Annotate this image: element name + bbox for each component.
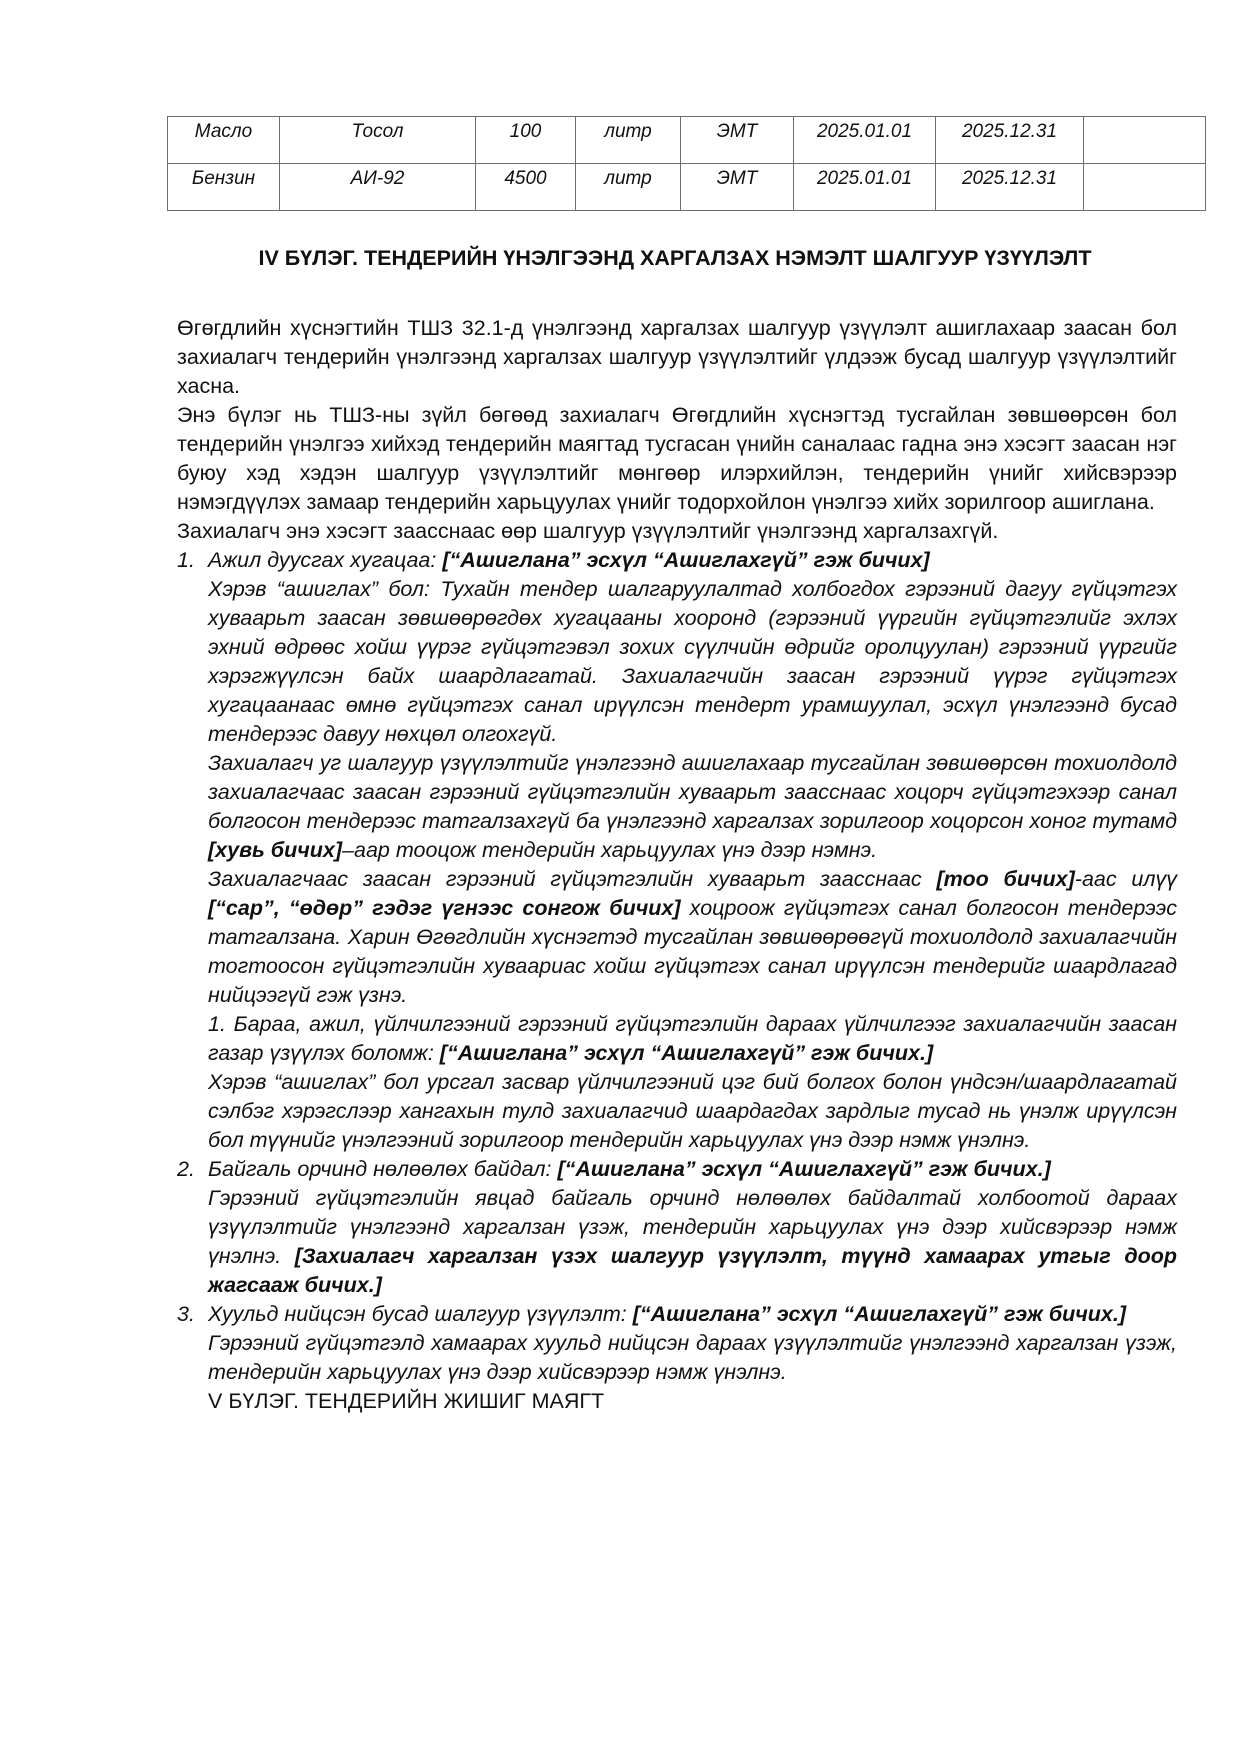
item-number: 1.	[177, 548, 195, 572]
intro-paragraph: Өгөгдлийн хүснэгтийн ТШЗ 32.1-д үнэлгээнд харгалзах шалгуур үзүүлэлт ашиглахаар заасан бол захиалагч тендерийн үнэлгээнд харгалзах шалгуур үзүүлэлтийг үлдээж бусад шалгуур үзүүлэлтийг хасна.	[177, 316, 1177, 398]
cell-unit: литр	[576, 117, 681, 164]
cell-empty	[1084, 117, 1206, 164]
item-paragraph: Гэрээний гүйцэтгэлийн явцад байгаль орчинд нөлөөлөх байдалтай холбоотой дараах үзүүлэлтийг үнэлгээнд харгалзан үзэж, тендерийн харьцуулах үнэ дээр хийсвэрээр нэмж үнэлнэ. [Захиалагч харгалзан үзэх шалгуур үзүүлэлт, түүнд хамаарах утгыг доор жагсааж бичих.]	[208, 1186, 1178, 1297]
item-title: Байгаль орчинд нөлөөлөх байдал:	[208, 1157, 558, 1181]
cell-start-date: 2025.01.01	[794, 117, 936, 164]
item-paragraph: Захиалагчаас заасан гэрээний гүйцэтгэлийн хуваарьт заасснаас [тоо бичих]-аас илүү [“сар”, “өдөр” гэдэг үгнээс сонгож бичих] хоцроож гүйцэтгэх санал болгосон тендерээс татгалзана. Харин Өгөгдлийн хүснэгтэд тусгайлан зөвшөөрөөгүй тохиолдолд захиалагчийн тогтоосон гүйцэтгэлийн хуваариас хойш гүйцэтгэх санал ирүүлсэн тендерийг шаардлагад нийцээгүй гэж үзнэ.	[208, 867, 1177, 1007]
intro-paragraph: Захиалагч энэ хэсэгт заасснаас өөр шалгуур үзүүлэлтийг үнэлгээнд харгалзахгүй.	[177, 519, 999, 543]
cell-product: Масло	[168, 117, 280, 164]
item-paragraph: Захиалагч уг шалгуур үзүүлэлтийг үнэлгээнд ашиглахаар тусгайлан зөвшөөрсөн тохиолдолд захиалагчаас заасан гэрээний гүйцэтгэлийн хуваарьт заасснаас хоцорч гүйцэтгэхээр санал болгосон тендерээс татгалзахгүй ба үнэлгээнд харгалзах зорилгоор хоцорсон хоног тутамд [хувь бичих]–аар тооцож тендерийн харьцуулах үнэ дээр нэмнэ.	[208, 751, 1177, 862]
cell-unit: литр	[576, 164, 681, 211]
item-number: 3.	[177, 1302, 195, 1326]
item-instruction: [“Ашиглана” эсхүл “Ашиглахгүй” гэж бичих.]	[439, 1041, 934, 1065]
cell-quantity: 4500	[476, 164, 576, 211]
placeholder-unit: [“сар”, “өдөр” гэдэг үгнээс сонгож бичих]	[208, 896, 681, 920]
item-instruction: [“Ашиглана” эсхүл “Ашиглахгүй” гэж бичих.]	[632, 1302, 1127, 1326]
cell-method: ЭМТ	[681, 117, 794, 164]
cell-type: АИ-92	[280, 164, 476, 211]
cell-method: ЭМТ	[681, 164, 794, 211]
cell-end-date: 2025.12.31	[936, 164, 1084, 211]
cell-quantity: 100	[476, 117, 576, 164]
fuel-table	[167, 116, 1206, 211]
item-paragraph: Хэрэв “ашиглах” бол урсгал засвар үйлчилгээний цэг бий болгох болон үндсэн/шаардлагатай сэлбэг хэрэгслээр хангахын тулд захиалагчид шаардагдах зардлыг тусад нь үнэлж ирүүлсэн бол түүнийг үнэлгээний зорилгоор тендерийн харьцуулах үнэ дээр нэмж үнэлнэ.	[208, 1070, 1177, 1152]
cell-end-date: 2025.12.31	[936, 117, 1084, 164]
item-instruction: [Захиалагч харгалзан үзэх шалгуур үзүүлэлт, түүнд хамаарах утгыг доор жагсааж бичих.]	[208, 1244, 1178, 1297]
item-title: Хуульд нийцсэн бусад шалгуур үзүүлэлт:	[208, 1302, 633, 1326]
item-instruction: [“Ашиглана” эсхүл “Ашиглахгүй” гэж бичих.]	[557, 1157, 1051, 1181]
criteria-item-1	[177, 546, 1177, 575]
cell-type: Тосол	[280, 117, 476, 164]
intro-paragraph: Энэ бүлэг нь ТШЗ-ны зүйл бөгөөд захиалагч Өгөгдлийн хүснэгтэд тусгайлан зөвшөөрсөн бол тендерийн үнэлгээ хийхэд тендерийн маягтад тусгасан үнийн саналаас гадна энэ хэсэгт заасан нэг буюу хэд хэдэн шалгуур үзүүлэлтийг мөнгөөр илэрхийлэн, тендерийн үнийг хийсвэрээр нэмэгдүүлэх замаар тендерийн харьцуулах үнийг тодорхойлон үнэлгээ хийх зорилгоор ашиглана.	[177, 403, 1177, 514]
section-body	[177, 314, 1177, 1416]
table-row	[168, 117, 1206, 164]
criteria-item-2	[177, 1155, 1177, 1184]
next-section-heading: V БҮЛЭГ. ТЕНДЕРИЙН ЖИШИГ МАЯГТ	[208, 1389, 605, 1413]
item-number: 2.	[177, 1157, 195, 1181]
cell-empty	[1084, 164, 1206, 211]
cell-start-date: 2025.01.01	[794, 164, 936, 211]
placeholder-percent: [хувь бичих]	[208, 838, 343, 862]
section-heading: IV БҮЛЭГ. ТЕНДЕРИЙН ҮНЭЛГЭЭНД ХАРГАЛЗАХ НЭМЭЛТ ШАЛГУУР ҮЗҮҮЛЭЛТ	[258, 246, 1092, 270]
table-row	[168, 164, 1206, 211]
item-paragraph: 1. Бараа, ажил, үйлчилгээний гэрээний гүйцэтгэлийн дараах үйлчилгээг захиалагчийн заасан газар үзүүлэх боломж: [“Ашиглана” эсхүл “Ашиглахгүй” гэж бичих.]	[208, 1012, 1177, 1065]
item-paragraph: Хэрэв “ашиглах” бол: Тухайн тендер шалгаруулалтад холбогдох гэрээний дагуу гүйцэтгэх хуваарьт заасан зөвшөөрөгдөх хугацааны хооронд (гэрээний үүргийн гүйцэтгэлийг эхлэх эхний өдрөөс хойш үүрэг гүйцэтгэвэл зохих сүүлчийн өдрийг оролцуулан) гэрээний үүргийг хэрэгжүүлсэн байх шаардлагатай. Захиалагчийн заасан гэрээний үүрэг гүйцэтгэх хугацаанаас өмнө гүйцэтгэх санал ирүүлсэн тендерт урамшуулал, эсхүл үнэлгээнд бусад тендерээс давуу нөхцөл олгохгүй.	[208, 577, 1177, 746]
criteria-item-3	[177, 1300, 1177, 1329]
item-instruction: [“Ашиглана” эсхүл “Ашиглахгүй” гэж бичих]	[442, 548, 930, 572]
placeholder-number: [тоо бичих]	[936, 867, 1075, 891]
cell-product: Бензин	[168, 164, 280, 211]
item-paragraph: Гэрээний гүйцэтгэлд хамаарах хуульд нийцсэн дараах үзүүлэлтийг үнэлгээнд харгалзан үзэж, тендерийн харьцуулах үнэ дээр хийсвэрээр нэмж үнэлнэ.	[208, 1331, 1177, 1384]
item-title: Ажил дуусгах хугацаа:	[208, 548, 443, 572]
